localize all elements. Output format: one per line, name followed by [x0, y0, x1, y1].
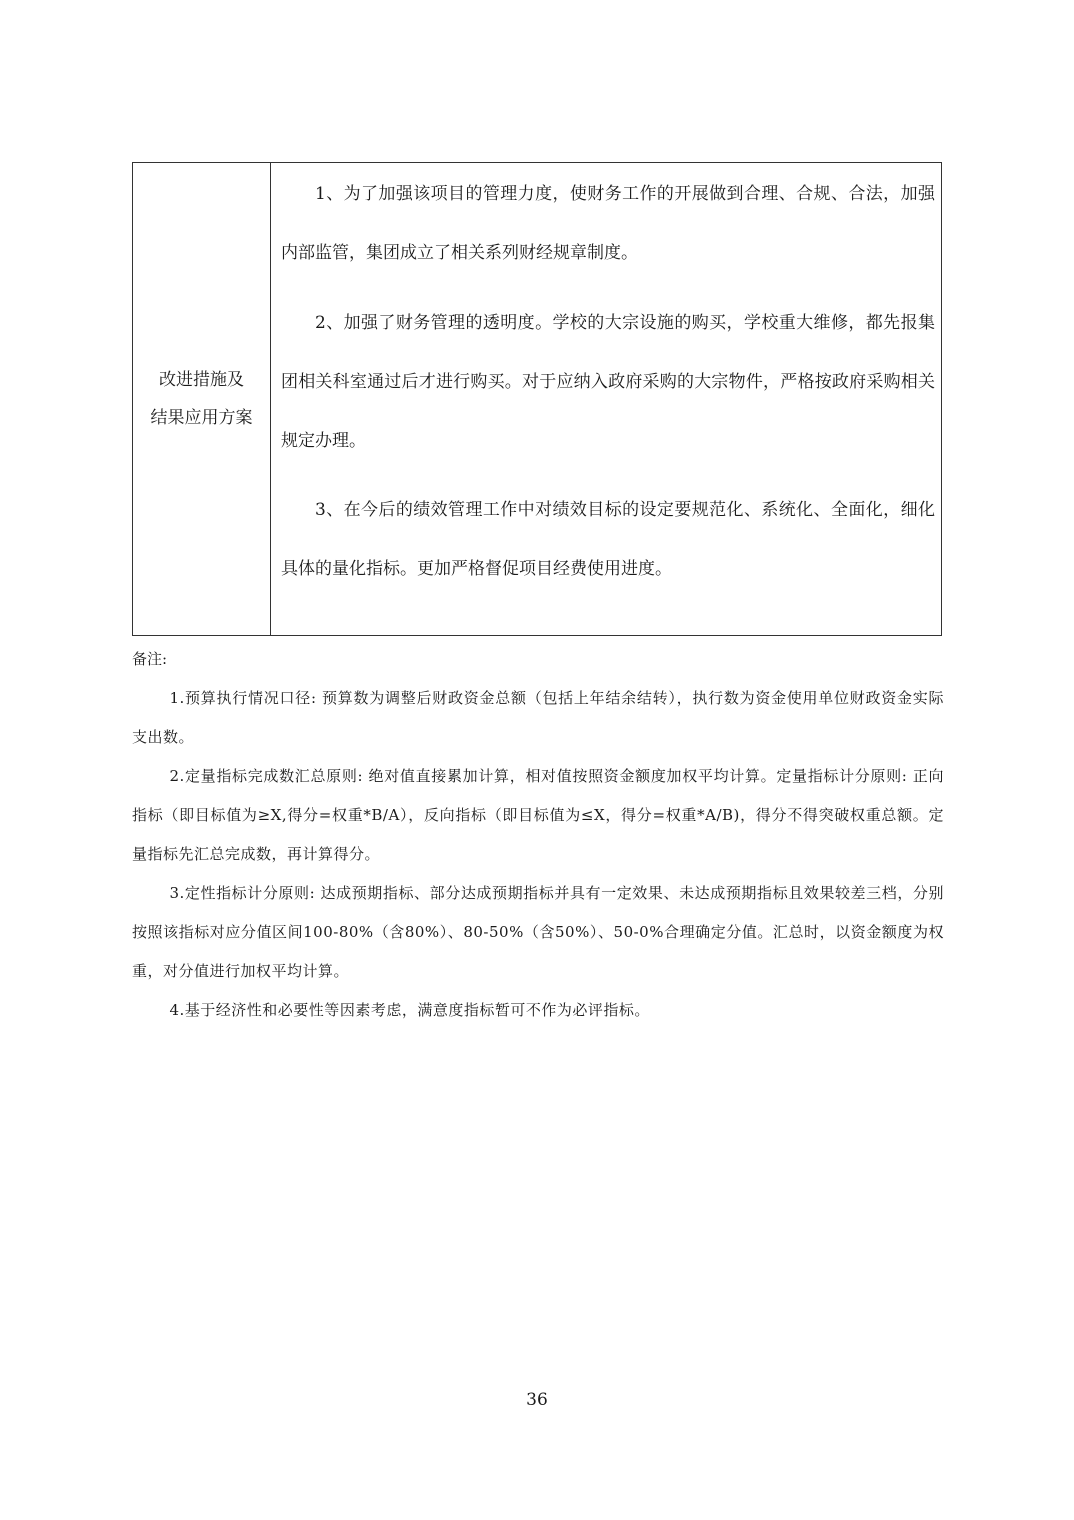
page-number: 36: [526, 1390, 548, 1410]
note-item-2: 2.定量指标完成数汇总原则: 绝对值直接累加计算，相对值按照资金额度加权平均计算。定量指标计分原则: 正向指标（即目标值为≥X,得分=权重*B/A），反向指标（即目标值为≤X，得分=权重*A/B)，得分不得突破权重总额。定量指标先汇总完成数，再计算得分。: [132, 767, 944, 863]
notes-title: 备注:: [132, 650, 168, 668]
note-item-3: 3.定性指标计分原则: 达成预期指标、部分达成预期指标并具有一定效果、未达成预期指标且效果较差三档，分别按照该指标对应分值区间100-80%（含80%）、80-50%（含50%）、50-0%合理确定分值。汇总时，以资金额度为权重，对分值进行加权平均计算。: [132, 884, 944, 980]
note-item-4: 4.基于经济性和必要性等因素考虑，满意度指标暂可不作为必评指标。: [169, 1001, 650, 1019]
measure-item-3: 3、在今后的绩效管理工作中对绩效目标的设定要规范化、系统化、全面化，细化具体的量化指标。更加严格督促项目经费使用进度。: [281, 500, 935, 579]
note-item-1: 1.预算执行情况口径: 预算数为调整后财政资金总额（包括上年结余结转），执行数为资金使用单位财政资金实际支出数。: [132, 689, 944, 746]
table-label-cell: [133, 163, 271, 635]
improvement-measures-table: [132, 162, 942, 636]
table-content-cell: [271, 163, 941, 635]
table-label-line-1: 改进措施及: [159, 370, 244, 390]
measure-item-1: 1、为了加强该项目的管理力度，使财务工作的开展做到合理、合规、合法，加强内部监管，集团成立了相关系列财经规章制度。: [281, 184, 935, 263]
measure-item-2: 2、加强了财务管理的透明度。学校的大宗设施的购买，学校重大维修，都先报集团相关科室通过后才进行购买。对于应纳入政府采购的大宗物件，严格按政府采购相关规定办理。: [281, 313, 935, 451]
table-label-line-2: 结果应用方案: [150, 408, 253, 428]
